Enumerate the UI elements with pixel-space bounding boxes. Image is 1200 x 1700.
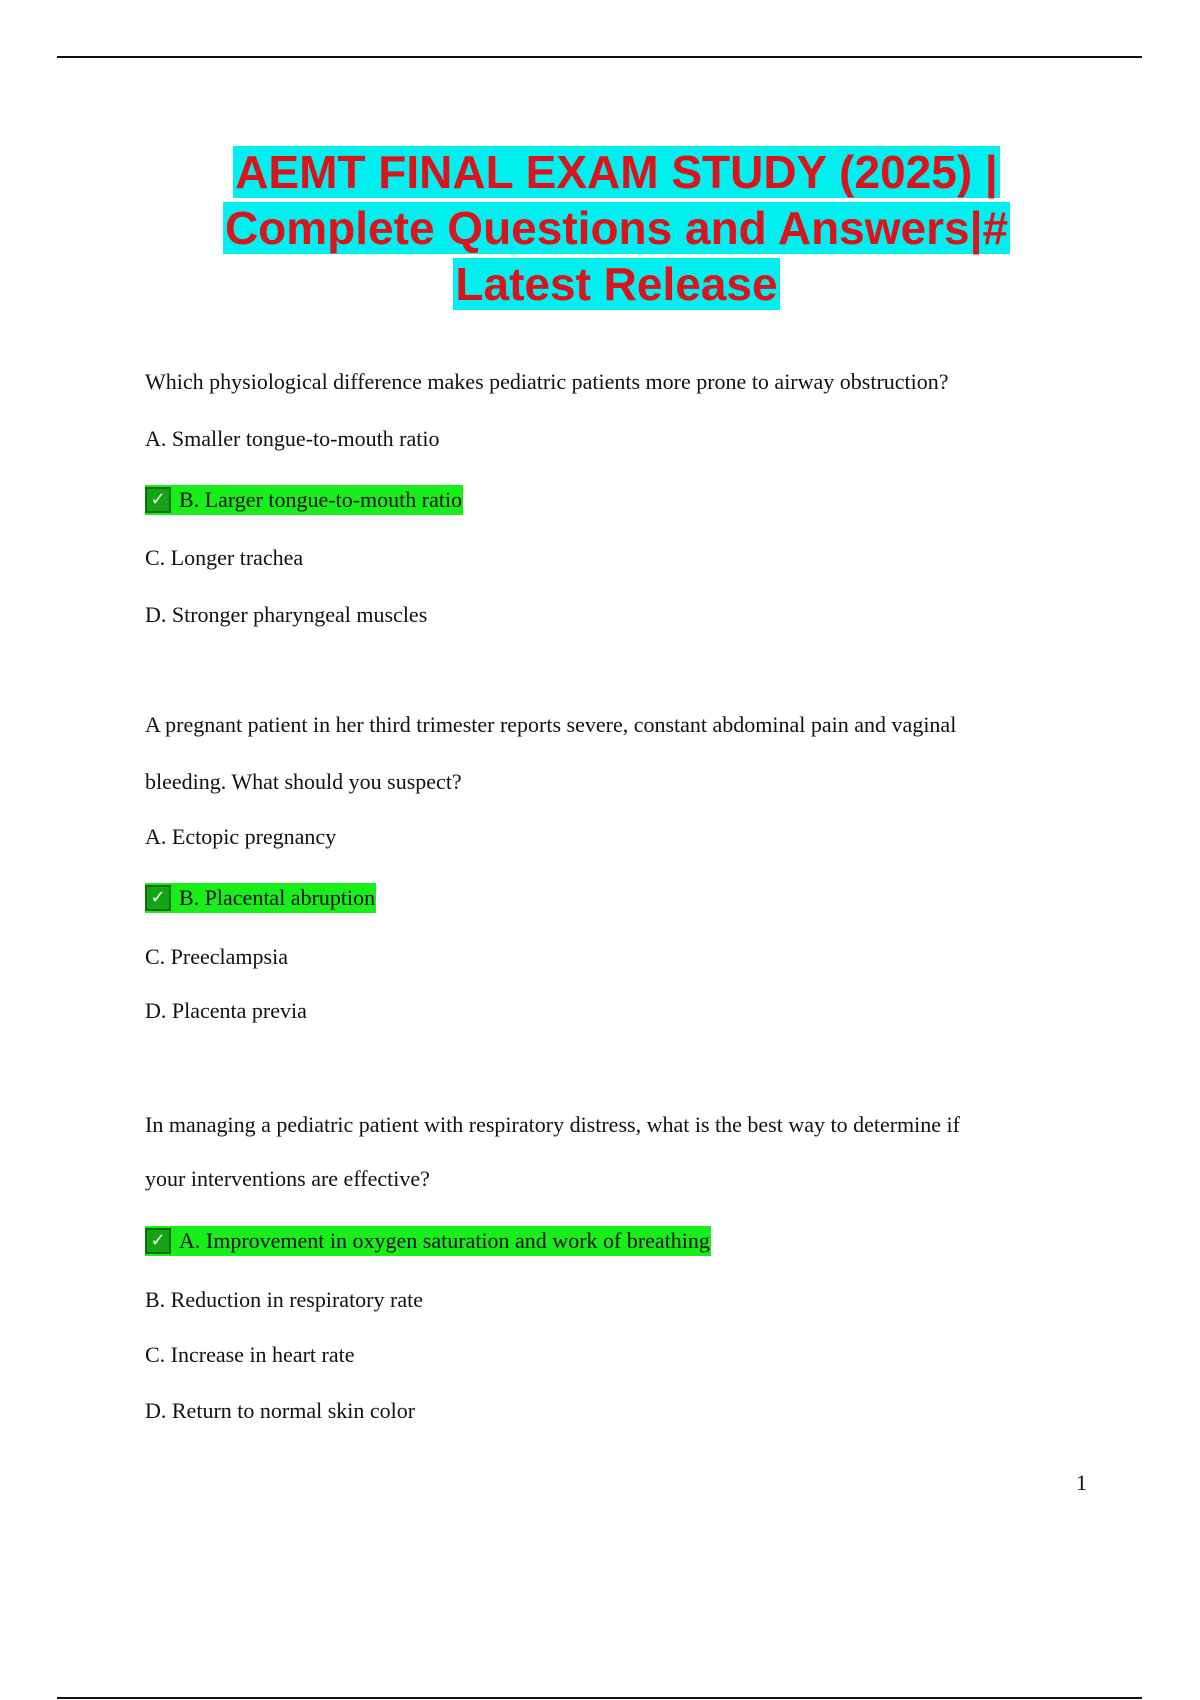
q1-option-b-label: B. Larger tongue-to-mouth ratio [179, 487, 463, 512]
question-2-text-line-1: A pregnant patient in her third trimester reports severe, constant abdominal pain and vaginal [145, 712, 957, 737]
q2-option-b-label: B. Placental abruption [179, 885, 376, 910]
q2-option-d: D. Placenta previa [145, 998, 307, 1023]
check-box-icon: ✓ [145, 487, 171, 513]
title-line-2: Complete Questions and Answers|# [224, 202, 1009, 254]
question-1-text: Which physiological difference makes pediatric patients more prone to airway obstruction? [145, 369, 949, 394]
document-title [0, 144, 1200, 312]
header-rule [57, 56, 1142, 58]
question-2-text-line-2: bleeding. What should you suspect? [145, 769, 462, 794]
q3-option-c: C. Increase in heart rate [145, 1342, 355, 1367]
check-box-icon: ✓ [145, 1228, 171, 1254]
q3-option-d: D. Return to normal skin color [145, 1398, 416, 1423]
footer-rule [57, 1697, 1142, 1699]
q1-option-b-correct [145, 483, 463, 515]
q3-option-b: B. Reduction in respiratory rate [145, 1287, 423, 1312]
q1-option-c: C. Longer trachea [145, 545, 304, 570]
q3-option-a-correct [145, 1224, 711, 1256]
question-3-text-line-1: In managing a pediatric patient with respiratory distress, what is the best way to determine if [145, 1112, 960, 1137]
q3-option-a-label: A. Improvement in oxygen saturation and work of breathing [179, 1228, 710, 1253]
q2-option-b-correct [145, 881, 376, 913]
check-box-icon: ✓ [145, 885, 171, 911]
q1-option-d: D. Stronger pharyngeal muscles [145, 602, 428, 627]
q2-option-a: A. Ectopic pregnancy [145, 824, 337, 849]
title-line-1: AEMT FINAL EXAM STUDY (2025) | [235, 146, 998, 198]
q2-option-c: C. Preeclampsia [145, 944, 288, 969]
q1-option-a: A. Smaller tongue-to-mouth ratio [145, 426, 440, 451]
page-number: 1 [1076, 1470, 1087, 1495]
title-line-3: Latest Release [455, 258, 778, 310]
question-3-text-line-2: your interventions are effective? [145, 1166, 430, 1191]
